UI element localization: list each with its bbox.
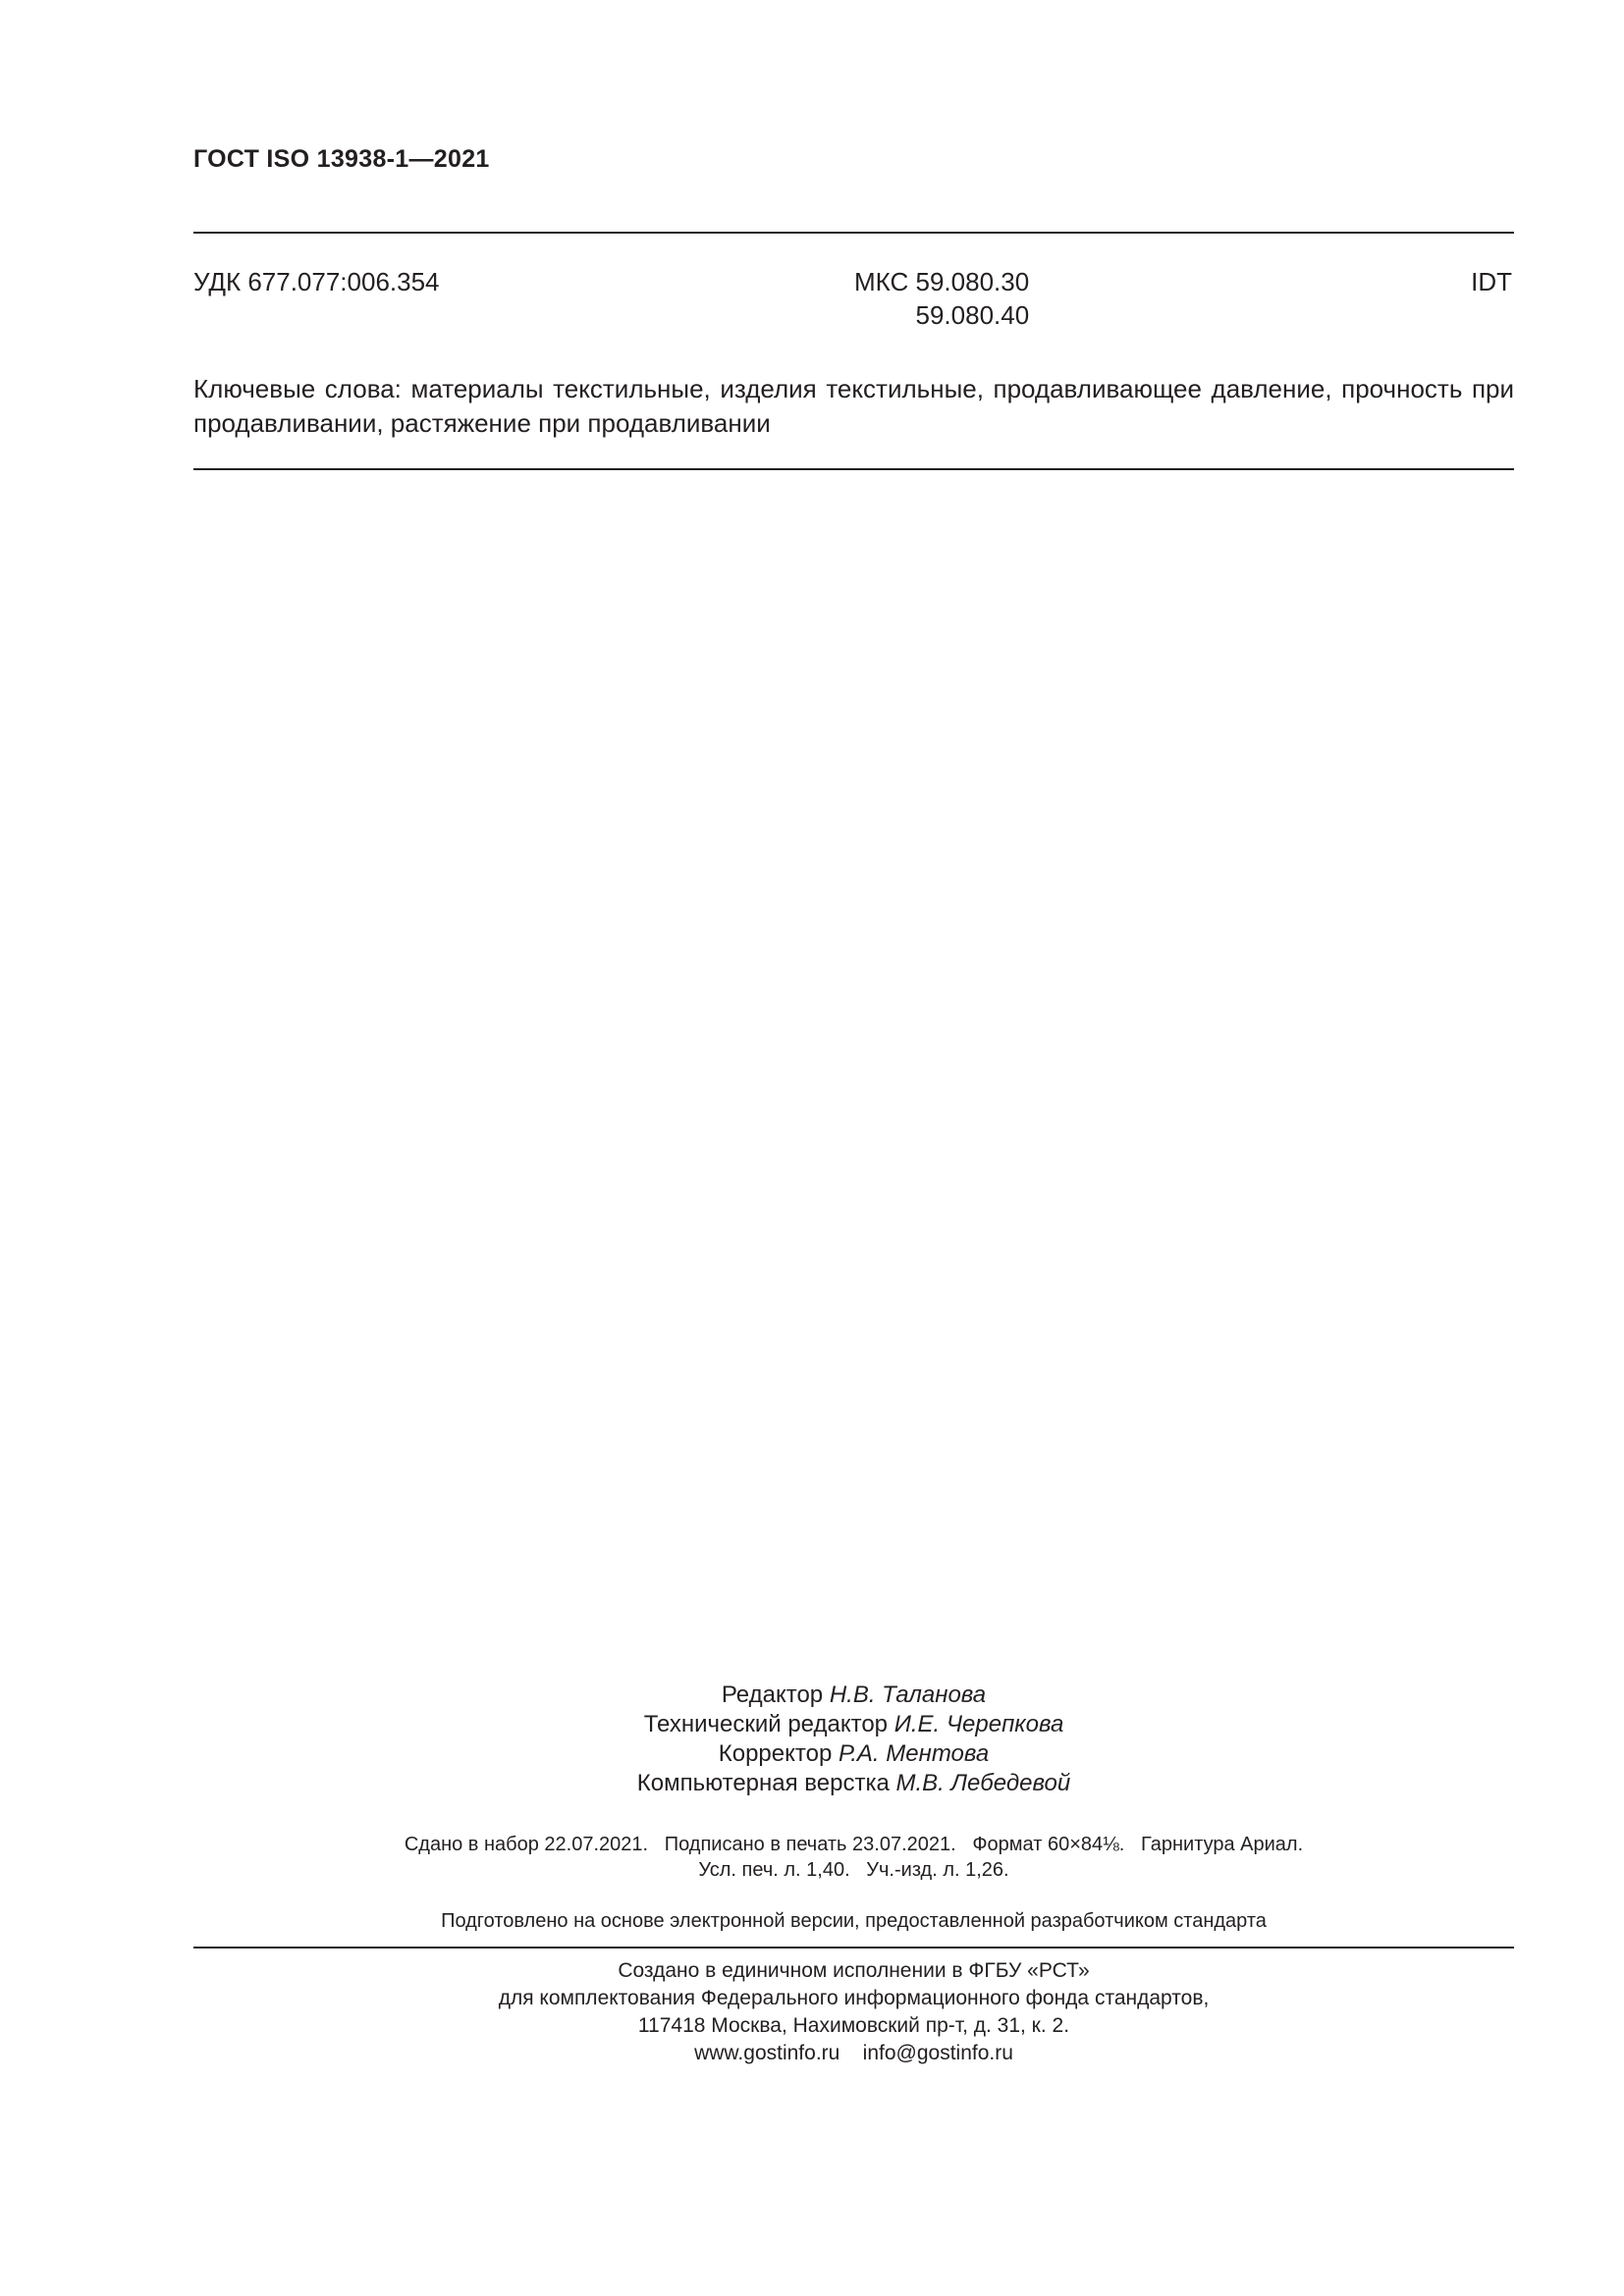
mks-code-primary: МКС 59.080.30 [854, 267, 1030, 296]
mks-code-secondary: 59.080.40 [915, 300, 1030, 330]
credit-layout: Компьютерная верстка М.В. Лебедевой [636, 1770, 1071, 1796]
editorial-credits [193, 1681, 1514, 1798]
imprint-line-2: для комплектования Федерального информационного фонда стандартов, [498, 1987, 1210, 2009]
top-rule [193, 232, 1514, 234]
credit-editor: Редактор Н.В. Таланова [721, 1682, 987, 1708]
imprint-line-3: 117418 Москва, Нахимовский пр-т, д. 31, к. 2. [637, 2014, 1070, 2037]
keywords-rule [193, 468, 1514, 470]
print-details-line-1: Сдано в набор 22.07.2021. Подписано в печать 23.07.2021. Формат 60×84⅛. Гарнитура Ариал. [404, 1834, 1304, 1855]
imprint-line-1: Создано в единичном исполнении в ФГБУ «РСТ» [618, 1959, 1090, 1982]
keywords-paragraph: Ключевые слова: материалы текстильные, изделия текстильные, продавливающее давление, прочность при продавливании, растяжение при продавливании [193, 374, 1514, 438]
credit-technical-editor: Технический редактор И.Е. Черепкова [643, 1711, 1064, 1737]
udk-code: УДК 677.077:006.354 [193, 267, 440, 296]
credit-proofreader: Корректор Р.А. Ментова [718, 1740, 990, 1767]
publisher-imprint [193, 1957, 1514, 2067]
print-details [193, 1832, 1514, 1883]
imprint-websites: www.gostinfo.ru info@gostinfo.ru [694, 2042, 1013, 2064]
print-details-line-2: Усл. печ. л. 1,40. Уч.-изд. л. 1,26. [698, 1859, 1009, 1881]
equivalence-degree: IDT [1471, 267, 1512, 296]
imprint-rule [193, 1947, 1514, 1949]
standard-number-header: ГОСТ ISO 13938-1—2021 [193, 145, 490, 173]
prepared-note: Подготовлено на основе электронной версии, предоставленной разработчиком стандарта [441, 1910, 1267, 1932]
mks-codes [854, 265, 1029, 332]
